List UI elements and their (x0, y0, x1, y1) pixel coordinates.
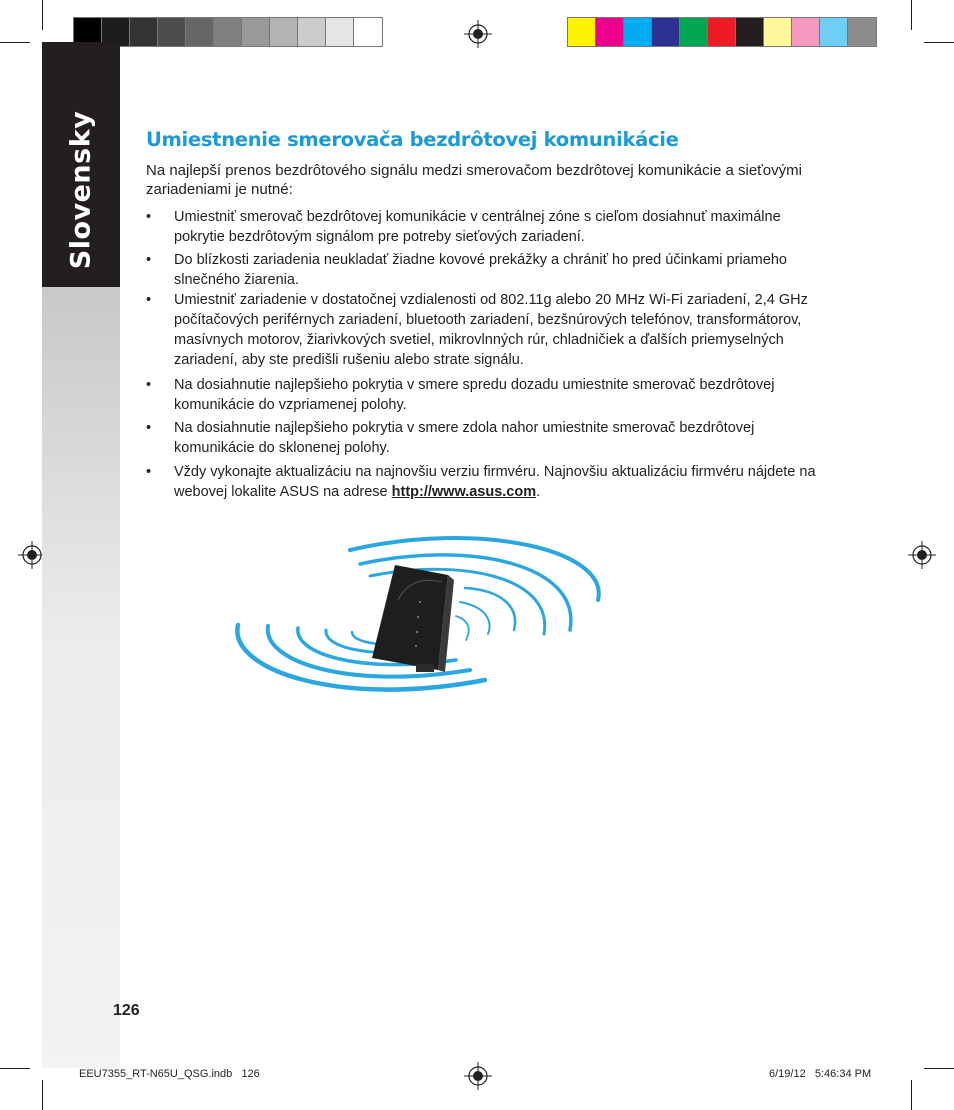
color-swatch (848, 18, 876, 46)
color-swatch (708, 18, 736, 46)
grayscale-swatch (186, 18, 214, 46)
grayscale-swatch (298, 18, 326, 46)
list-item-text (174, 462, 834, 502)
signal-wave (456, 616, 469, 640)
language-label: Slovensky (65, 110, 97, 270)
bullet-marker: • (146, 209, 152, 225)
color-calibration-bar (567, 17, 877, 47)
crop-mark (0, 1068, 30, 1069)
list-item-text-part: Vždy vykonajte aktualizáciu na najnovšiu verziu firmvéru. Najnovšiu aktualizáciu firmvéru nájdete na webovej lokalite ASUS na adrese (174, 464, 816, 500)
crop-mark (911, 1080, 912, 1110)
bullet-marker: • (146, 292, 152, 308)
grayscale-swatch (270, 18, 298, 46)
color-swatch (680, 18, 708, 46)
crop-mark (911, 0, 912, 30)
list-item-text: Do blízkosti zariadenia neukladať žiadne kovové prekážky a chrániť ho pred účinkami priameho slnečného žiarenia. (174, 252, 787, 288)
bullet-marker: • (146, 420, 152, 436)
bullet-marker: • (146, 464, 152, 480)
crop-mark (924, 42, 954, 43)
router-signal-illustration (220, 530, 610, 720)
grayscale-swatch (242, 18, 270, 46)
page-number: 126 (113, 1002, 140, 1019)
intro-paragraph: Na najlepší prenos bezdrôtového signálu medzi smerovačom bezdrôtovej komunikácie a sieťovými zariadeniami je nutné: (146, 162, 802, 198)
signal-wave (460, 602, 490, 634)
color-swatch (596, 18, 624, 46)
crop-mark (42, 1080, 43, 1110)
section-title: Umiestnenie smerovača bezdrôtovej komunikácie (146, 128, 679, 151)
list-item-text: Umiestniť smerovač bezdrôtovej komunikácie v centrálnej zóne s cieľom dosiahnuť maximálne pokrytie bezdrôtovým signálom pre potreby sieťových zariadení. (174, 209, 781, 245)
bullet-marker: • (146, 377, 152, 393)
color-swatch (792, 18, 820, 46)
color-swatch (764, 18, 792, 46)
bullet-marker: • (146, 252, 152, 268)
grayscale-swatch (158, 18, 186, 46)
footer-file-name: EEU7355_RT-N65U_QSG.indb 126 (79, 1068, 260, 1080)
grayscale-swatch (326, 18, 354, 46)
list-item-text-part: . (536, 484, 541, 500)
color-swatch (820, 18, 848, 46)
color-swatch (568, 18, 596, 46)
crop-mark (0, 42, 30, 43)
crop-mark (924, 1068, 954, 1069)
registration-mark-icon (464, 20, 492, 48)
registration-mark-icon (464, 1062, 492, 1090)
list-item-text: Na dosiahnutie najlepšieho pokrytia v smere spredu dozadu umiestnite smerovač bezdrôtovej komunikácie do vzpriamenej polohy. (174, 377, 775, 413)
asus-website-link[interactable]: http://www.asus.com (391, 484, 537, 500)
crop-mark (42, 0, 43, 30)
list-item-text: Na dosiahnutie najlepšieho pokrytia v smere zdola nahor umiestnite smerovač bezdrôtovej komunikácie do sklonenej polohy. (174, 420, 755, 456)
color-swatch (652, 18, 680, 46)
footer-timestamp: 6/19/12 5:46:34 PM (769, 1068, 872, 1080)
registration-mark-icon (908, 541, 936, 569)
router-device (372, 565, 454, 672)
grayscale-swatch (214, 18, 242, 46)
grayscale-swatch (354, 18, 382, 46)
color-swatch (624, 18, 652, 46)
grayscale-swatch (130, 18, 158, 46)
color-swatch (736, 18, 764, 46)
list-item-text: Umiestniť zariadenie v dostatočnej vzdialenosti od 802.11g alebo 20 MHz Wi-Fi zariadení, 2,4 GHz počítačových periférnych zariadení, bluetooth zariadení, bezšnúrových telefónov, transformátorov, masívnych motorov, žiarivkových svetiel, mikrovlnných rúr, chladničiek a ďalších priemyselných zariadení, aby ste predišli rušeniu alebo strate signálu. (174, 292, 808, 368)
